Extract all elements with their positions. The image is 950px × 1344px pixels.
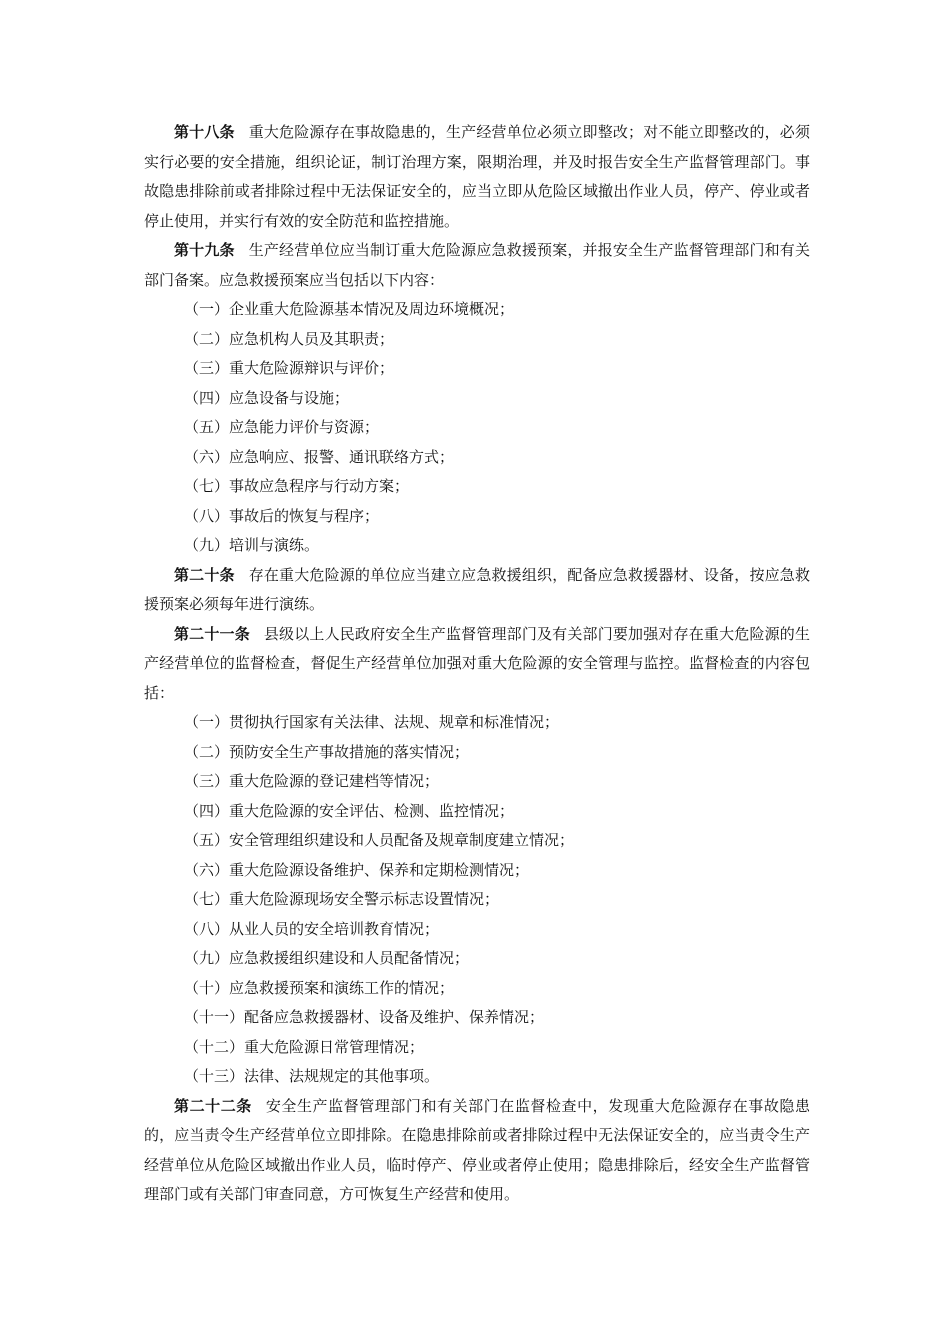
article-heading: 第二十一条 bbox=[174, 624, 250, 643]
list-item: （二）预防安全生产事故措施的落实情况； bbox=[184, 742, 470, 761]
list-item: （五）安全管理组织建设和人员配备及规章制度建立情况； bbox=[184, 831, 575, 849]
article-text: 县级以上人民政府安全生产监督管理部门及有关部门要加强对存在重大危险源的生产经营单位的监督检查，督促生产经营单位加强对重大危险源的安全管理与监控。监督检查的内容包括： bbox=[144, 624, 810, 702]
article-text: 存在重大危险源的单位应当建立应急救援组织，配备应急救援器材、设备，按应急救援预案必须每年进行演练。 bbox=[144, 565, 810, 613]
article-22 bbox=[144, 1092, 810, 1210]
article-18 bbox=[144, 118, 810, 236]
list-item: （十一）配备应急救援器材、设备及维护、保养情况； bbox=[184, 1008, 545, 1026]
list-item: （七）重大危险源现场安全警示标志设置情况； bbox=[184, 890, 500, 908]
article-heading: 第二十条 bbox=[174, 565, 235, 584]
list-item: （六）应急响应、报警、通讯联络方式； bbox=[184, 447, 455, 466]
list-item: （九）应急救援组织建设和人员配备情况； bbox=[184, 949, 470, 967]
list-item: （一）企业重大危险源基本情况及周边环境概况； bbox=[184, 300, 515, 318]
list-item: （五）应急能力评价与资源； bbox=[184, 418, 380, 436]
article-19 bbox=[144, 236, 810, 295]
article-text: 安全生产监督管理部门和有关部门在监督检查中，发现重大危险源存在事故隐患的，应当责令生产经营单位立即排除。在隐患排除前或者排除过程中无法保证安全的，应当责令生产经营单位从危险区域撤出作业人员，临时停产、停业或者停止使用；隐患排除后，经安全生产监督管理部门或有关部门审查同意，方可恢复生产经营和使用。 bbox=[144, 1096, 810, 1203]
article-21 bbox=[144, 620, 810, 709]
list-item: （六）重大危险源设备维护、保养和定期检测情况； bbox=[184, 860, 530, 879]
list-item: （八）从业人员的安全培训教育情况； bbox=[184, 919, 440, 938]
list-item: （四）应急设备与设施； bbox=[184, 388, 350, 407]
article-text: 生产经营单位应当制订重大危险源应急救援预案，并报安全生产监督管理部门和有关部门备案。应急救援预案应当包括以下内容： bbox=[144, 241, 810, 289]
list-item: （八）事故后的恢复与程序； bbox=[184, 506, 380, 525]
article-20 bbox=[144, 561, 810, 620]
article-heading: 第十八条 bbox=[174, 123, 235, 141]
list-item: （十）应急救援预案和演练工作的情况； bbox=[184, 978, 455, 997]
list-item: （一）贯彻执行国家有关法律、法规、规章和标准情况； bbox=[184, 713, 560, 731]
list-item: （九）培训与演练。 bbox=[184, 536, 320, 554]
document-page bbox=[144, 118, 810, 1210]
list-item: （二）应急机构人员及其职责； bbox=[184, 329, 395, 348]
list-item: （十二）重大危险源日常管理情况； bbox=[184, 1037, 425, 1056]
list-item: （十三）法律、法规规定的其他事项。 bbox=[184, 1067, 440, 1085]
list-item: （七）事故应急程序与行动方案； bbox=[184, 477, 410, 495]
list-item: （四）重大危险源的安全评估、检测、监控情况； bbox=[184, 801, 515, 820]
article-heading: 第二十二条 bbox=[174, 1096, 252, 1115]
article-heading: 第十九条 bbox=[174, 241, 235, 259]
article-text: 重大危险源存在事故隐患的，生产经营单位必须立即整改；对不能立即整改的，必须实行必要的安全措施，组织论证，制订治理方案，限期治理，并及时报告安全生产监督管理部门。事故隐患排除前或者排除过程中无法保证安全的，应当立即从危险区域撤出作业人员，停产、停业或者停止使用，并实行有效的安全防范和监控措施。 bbox=[144, 123, 810, 230]
list-item: （三）重大危险源的登记建档等情况； bbox=[184, 772, 440, 790]
list-item: （三）重大危险源辩识与评价； bbox=[184, 359, 395, 377]
